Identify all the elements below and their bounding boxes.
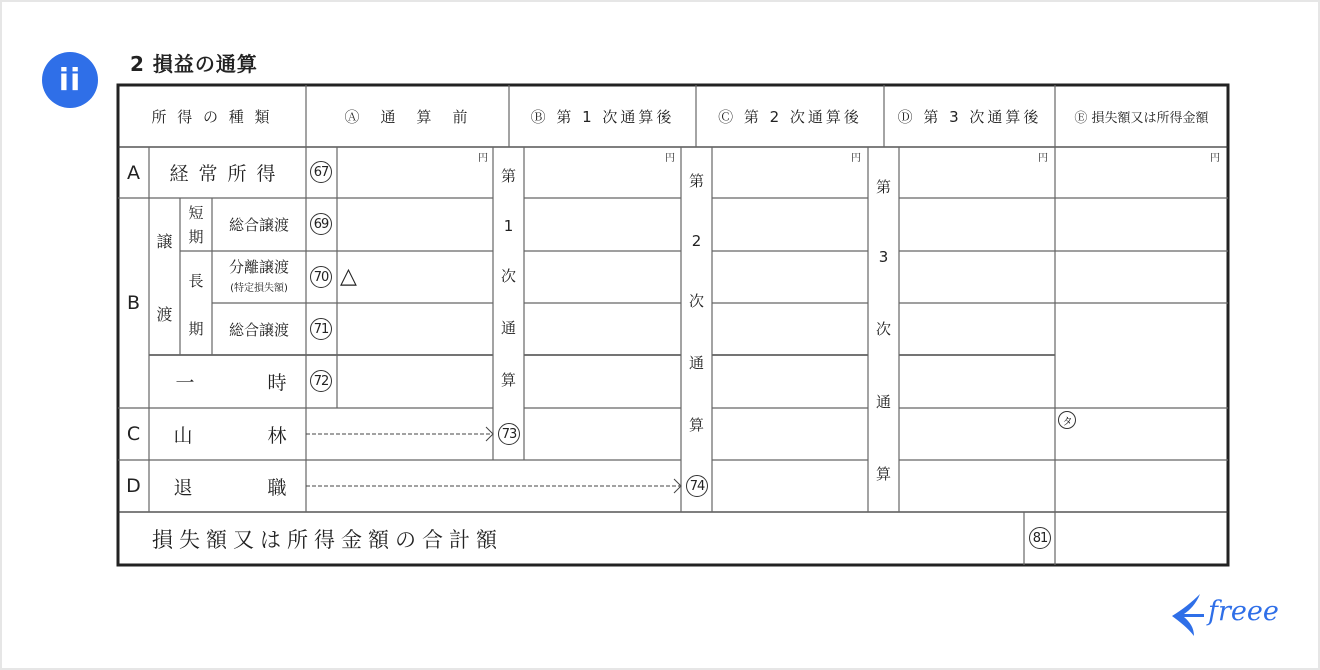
line-number-72: 72 (310, 370, 332, 392)
vchar: 次 (688, 292, 704, 311)
vchar: 算 (875, 465, 891, 484)
line-number-67: 67 (310, 161, 332, 183)
line-number-73: 73 (498, 423, 520, 445)
label-short-1: 短 (188, 203, 204, 222)
vchar: 第 (688, 172, 704, 191)
row-letter-a: A (127, 161, 140, 184)
label-jo: 譲 (156, 231, 173, 251)
amount-cell-a-70[interactable] (365, 252, 492, 302)
label-r69: 総合譲渡 (228, 216, 289, 234)
header-col-e: Ⓔ 損失額又は所得金額 (1074, 110, 1209, 126)
label-r70: 分離譲渡 (228, 257, 289, 276)
vchar: 第 (875, 177, 891, 196)
vchar: 算 (500, 370, 516, 389)
amount-cells-c[interactable] (713, 148, 867, 511)
label-sanrin-1: 山 (173, 424, 193, 447)
row-letter-b: B (126, 292, 141, 314)
amount-cells-e[interactable] (1056, 148, 1227, 564)
label-sanrin-2: 林 (267, 424, 287, 447)
section-badge: ii (42, 52, 98, 108)
freee-logo (1168, 592, 1288, 638)
label-short-2: 期 (188, 227, 204, 246)
label-taishoku-2: 職 (267, 476, 287, 499)
header-col-a: Ⓐ 通 算 前 (344, 107, 471, 126)
vertical-label-second-offset (681, 150, 712, 455)
vchar: 通 (875, 392, 891, 411)
vchar: 2 (691, 231, 702, 250)
label-ichiji-2: 時 (267, 372, 287, 394)
unit-yen: 円 (665, 153, 675, 164)
line-number-74: 74 (686, 475, 708, 497)
amount-cells-b[interactable] (525, 148, 680, 459)
header-income-type: 所 得 の 種 類 (151, 107, 273, 126)
amount-cell-a-71[interactable] (338, 304, 492, 354)
vchar: 次 (500, 267, 516, 286)
vertical-label-first-offset (493, 150, 524, 405)
amount-cell-a-67[interactable] (338, 148, 492, 197)
label-r71: 総合譲渡 (228, 320, 289, 339)
label-ichiji-1: 一 (175, 372, 195, 394)
unit-yen: 円 (1038, 153, 1048, 164)
label-long-1: 長 (188, 271, 204, 290)
label-short-term (180, 200, 212, 248)
label-to: 渡 (156, 304, 173, 324)
line-number-70: 70 (310, 266, 332, 288)
header-col-c: Ⓒ 第 2 次通算後 (718, 107, 862, 126)
vchar: 第 (500, 167, 516, 186)
logo-text: freee (1208, 596, 1279, 627)
line-number-81: 81 (1029, 527, 1051, 549)
line-number-69: 69 (310, 213, 332, 235)
row-letter-c: C (126, 423, 141, 445)
header-col-d: Ⓓ 第 3 次通算後 (897, 107, 1042, 126)
vchar: 3 (878, 248, 889, 267)
amount-cell-a-69[interactable] (338, 199, 492, 250)
amount-cell-a-72[interactable] (338, 356, 492, 407)
triangle-mark: △ (340, 264, 357, 289)
section-title: 2 損益の通算 (130, 52, 258, 76)
vertical-label-third-offset (868, 150, 899, 510)
unit-yen: 円 (478, 153, 488, 164)
unit-yen: 円 (851, 153, 861, 164)
mark-ta: タ (1058, 411, 1076, 429)
label-total: 損失額又は所得金額の合計額 (152, 527, 503, 552)
label-taishoku-1: 退 (173, 476, 193, 499)
vchar: 1 (503, 216, 514, 235)
vchar: 通 (688, 354, 704, 373)
vchar: 算 (688, 415, 704, 434)
label-r70-sub: (特定損失額) (230, 282, 288, 294)
vchar: 通 (500, 319, 516, 338)
amount-cells-d[interactable] (900, 148, 1054, 511)
label-ordinary-income: 経常所得 (169, 163, 286, 185)
vchar: 次 (875, 319, 891, 338)
unit-yen: 円 (1210, 153, 1220, 164)
header-col-b: Ⓑ 第 1 次通算後 (530, 107, 675, 126)
label-long-2: 期 (188, 319, 204, 338)
line-number-71: 71 (310, 318, 332, 340)
row-letter-d: D (126, 475, 141, 497)
